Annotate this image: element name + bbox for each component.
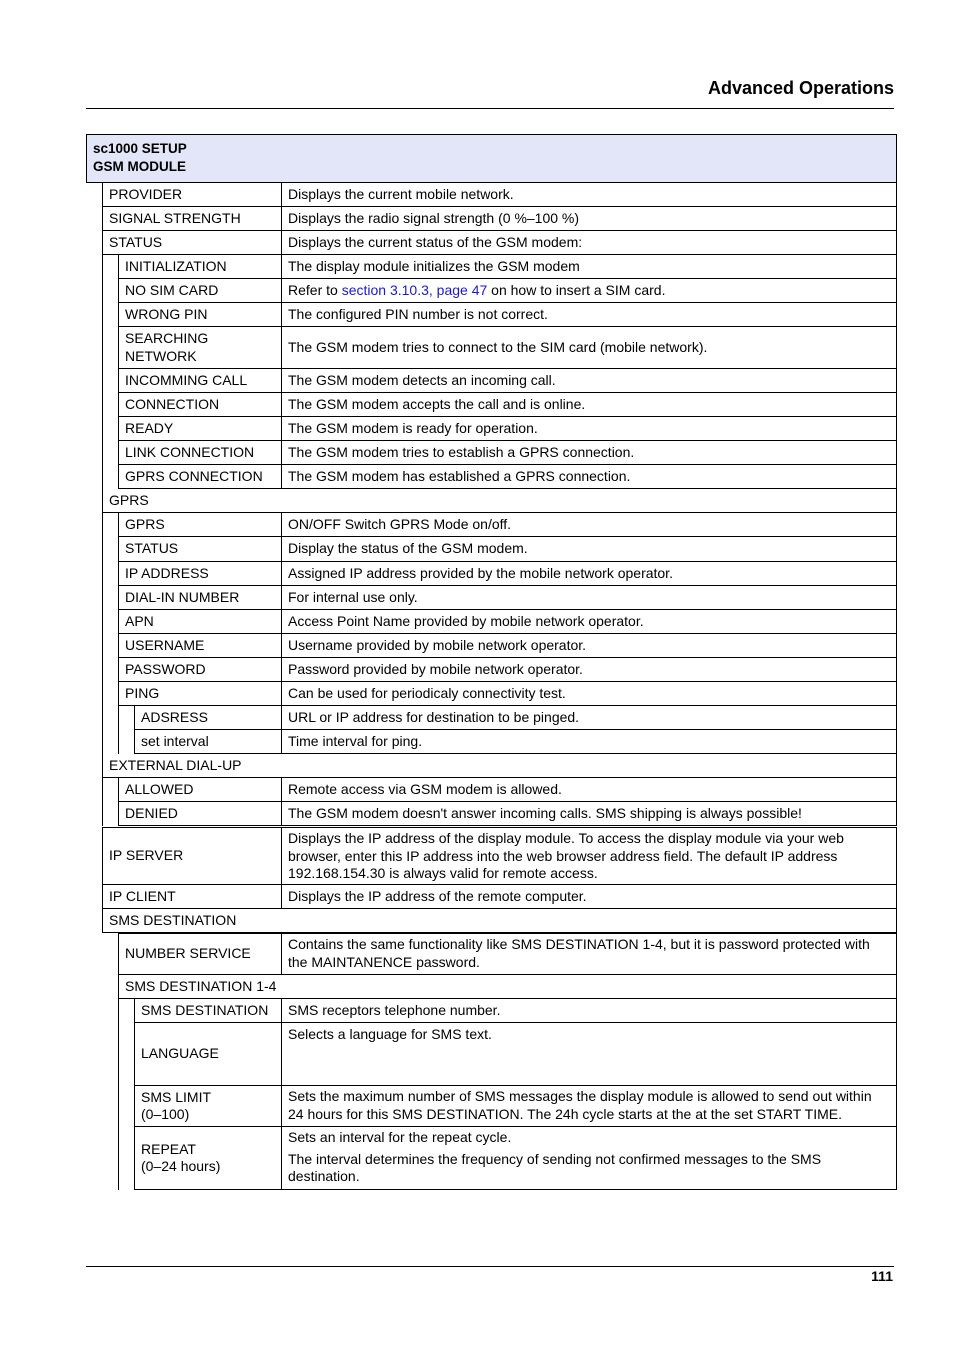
row-label: SMS DESTINATION — [134, 999, 281, 1023]
footer-rule — [86, 1266, 894, 1267]
group-label: EXTERNAL DIAL-UP — [102, 754, 897, 778]
row-label: IP SERVER — [102, 827, 281, 885]
row-label: IP CLIENT — [102, 885, 281, 909]
row-label: ALLOWED — [118, 778, 281, 802]
row-description: Remote access via GSM modem is allowed. — [281, 778, 897, 802]
row-description: Password provided by mobile network operator. — [281, 658, 897, 682]
table-row-sms-destination-1-4 — [86, 975, 897, 999]
group-label: SMS DESTINATION — [102, 909, 897, 933]
row-label: SIGNAL STRENGTH — [102, 207, 281, 231]
table-heading-line1: sc1000 SETUP — [93, 141, 187, 156]
row-label: READY — [118, 417, 281, 441]
row-label: NUMBER SERVICE — [118, 933, 281, 975]
row-description: The GSM modem tries to establish a GPRS connection. — [281, 441, 897, 465]
row-label-line2: (0–24 hours) — [141, 1158, 221, 1174]
row-label: set interval — [134, 730, 281, 754]
row-description: Selects a language for SMS text. — [281, 1023, 897, 1086]
table-row-number-service — [86, 933, 897, 975]
description-paragraph: The interval determines the frequency of sending not confirmed messages to the SMS destination. — [288, 1150, 822, 1184]
row-label: DIAL-IN NUMBER — [118, 586, 281, 610]
row-label: PASSWORD — [118, 658, 281, 682]
row-label-line1: REPEAT — [141, 1140, 196, 1157]
table-row-adsress — [86, 706, 897, 730]
table-row-language — [86, 1023, 897, 1086]
row-description: SMS receptors telephone number. — [281, 999, 897, 1023]
row-label: CONNECTION — [118, 393, 281, 417]
row-label — [134, 1086, 281, 1127]
table-row-gprs-status — [86, 537, 897, 562]
table-row-ip-address — [86, 562, 897, 586]
row-label-line2: NETWORK — [125, 347, 197, 364]
row-description: The display module initializes the GSM modem — [281, 255, 897, 279]
table-row-repeat — [86, 1127, 897, 1190]
row-label — [134, 1127, 281, 1190]
table-row-incomming-call — [86, 369, 897, 393]
table-row-ip-client — [86, 885, 897, 909]
row-description: Access Point Name provided by mobile network operator. — [281, 610, 897, 634]
table-row-denied — [86, 802, 897, 826]
row-label: NO SIM CARD — [118, 279, 281, 303]
table-row-apn — [86, 610, 897, 634]
table-row-no-sim-card — [86, 279, 897, 303]
row-description — [281, 1127, 897, 1190]
table-row-gprs-connection — [86, 465, 897, 489]
table-row-external-dial-up — [86, 754, 897, 778]
table-heading-line2: GSM MODULE — [93, 158, 186, 174]
page-number: 111 — [871, 1268, 893, 1284]
table-row-initialization — [86, 255, 897, 279]
row-description — [281, 279, 897, 303]
table-row-ip-server — [86, 827, 897, 885]
row-description: The GSM modem tries to connect to the SIM card (mobile network). — [281, 327, 897, 369]
group-label: GPRS — [102, 489, 897, 513]
table-row-wrong-pin — [86, 303, 897, 327]
row-label: GPRS CONNECTION — [118, 465, 281, 489]
table-row-ping — [86, 682, 897, 706]
table-row-dial-in-number — [86, 586, 897, 610]
table-row-gprs-group — [86, 489, 897, 513]
table-row-sms-limit — [86, 1086, 897, 1127]
row-description: Displays the current status of the GSM modem: — [281, 231, 897, 255]
row-description: Username provided by mobile network operator. — [281, 634, 897, 658]
row-description: Contains the same functionality like SMS DESTINATION 1-4, but it is password protected with the MAINTANENCE password. — [281, 933, 897, 975]
table-row-password — [86, 658, 897, 682]
row-label-line1: SMS LIMIT — [141, 1088, 212, 1105]
row-description: Displays the radio signal strength (0 %–100 %) — [281, 207, 897, 231]
row-label: STATUS — [118, 537, 281, 562]
page-header-title: Advanced Operations — [707, 78, 894, 98]
row-description: For internal use only. — [281, 586, 897, 610]
description-text: on how to insert a SIM card. — [487, 282, 666, 298]
table-row-username — [86, 634, 897, 658]
row-description: Display the status of the GSM modem. — [281, 537, 897, 562]
row-label: APN — [118, 610, 281, 634]
table-row-link-connection — [86, 441, 897, 465]
table-row-provider — [86, 183, 897, 207]
row-label: STATUS — [102, 231, 281, 255]
row-description: The GSM modem detects an incoming call. — [281, 369, 897, 393]
table-row-searching-network — [86, 327, 897, 369]
description-text: Refer to — [288, 282, 342, 298]
row-description: Displays the IP address of the display module. To access the display module via your web browser, enter this IP address into the web browser address field. The default IP address 192.168.154.30 is always valid for remote access. — [281, 827, 897, 885]
row-label — [118, 327, 281, 369]
row-description: The GSM modem accepts the call and is online. — [281, 393, 897, 417]
row-description: Sets the maximum number of SMS messages the display module is allowed to send out within 24 hours for this SMS DESTINATION. The 24h cycle starts at the at the set START TIME. — [281, 1086, 897, 1127]
row-label: LANGUAGE — [134, 1023, 281, 1086]
row-label: PROVIDER — [102, 183, 281, 207]
row-label: DENIED — [118, 802, 281, 826]
group-label: SMS DESTINATION 1-4 — [118, 975, 897, 999]
table-row-sms-destination-group — [86, 909, 897, 933]
row-label: GPRS — [118, 513, 281, 537]
table-row-signal-strength — [86, 207, 897, 231]
table-row-set-interval — [86, 730, 897, 754]
table-row-gprs — [86, 513, 897, 537]
row-description: The GSM modem doesn't answer incoming calls. SMS shipping is always possible! — [281, 802, 897, 826]
row-description: URL or IP address for destination to be pinged. — [281, 706, 897, 730]
gsm-module-table — [86, 134, 897, 1190]
row-description: The configured PIN number is not correct. — [281, 303, 897, 327]
table-row-sms-destination — [86, 999, 897, 1023]
row-description: Assigned IP address provided by the mobile network operator. — [281, 562, 897, 586]
row-description: The GSM modem has established a GPRS connection. — [281, 465, 897, 489]
row-label: INCOMMING CALL — [118, 369, 281, 393]
table-row-connection — [86, 393, 897, 417]
row-label: LINK CONNECTION — [118, 441, 281, 465]
row-label: IP ADDRESS — [118, 562, 281, 586]
row-label-line2: (0–100) — [141, 1106, 190, 1122]
row-description: The GSM modem is ready for operation. — [281, 417, 897, 441]
row-label: PING — [118, 682, 281, 706]
row-description: Can be used for periodicaly connectivity test. — [281, 682, 897, 706]
row-description: ON/OFF Switch GPRS Mode on/off. — [281, 513, 897, 537]
description-paragraph: Sets an interval for the repeat cycle. — [288, 1129, 512, 1145]
section-reference-link[interactable]: section 3.10.3, page 47 — [341, 282, 488, 298]
table-row-status — [86, 231, 897, 255]
row-label: WRONG PIN — [118, 303, 281, 327]
table-heading — [86, 134, 897, 183]
row-label-line1: SEARCHING — [125, 330, 209, 346]
header-rule — [86, 108, 894, 109]
row-label: INITIALIZATION — [118, 255, 281, 279]
row-label: ADSRESS — [134, 706, 281, 730]
row-description: Displays the current mobile network. — [281, 183, 897, 207]
table-row-allowed — [86, 778, 897, 802]
row-label: USERNAME — [118, 634, 281, 658]
table-row-ready — [86, 417, 897, 441]
row-description: Time interval for ping. — [281, 730, 897, 754]
row-description: Displays the IP address of the remote computer. — [281, 885, 897, 909]
